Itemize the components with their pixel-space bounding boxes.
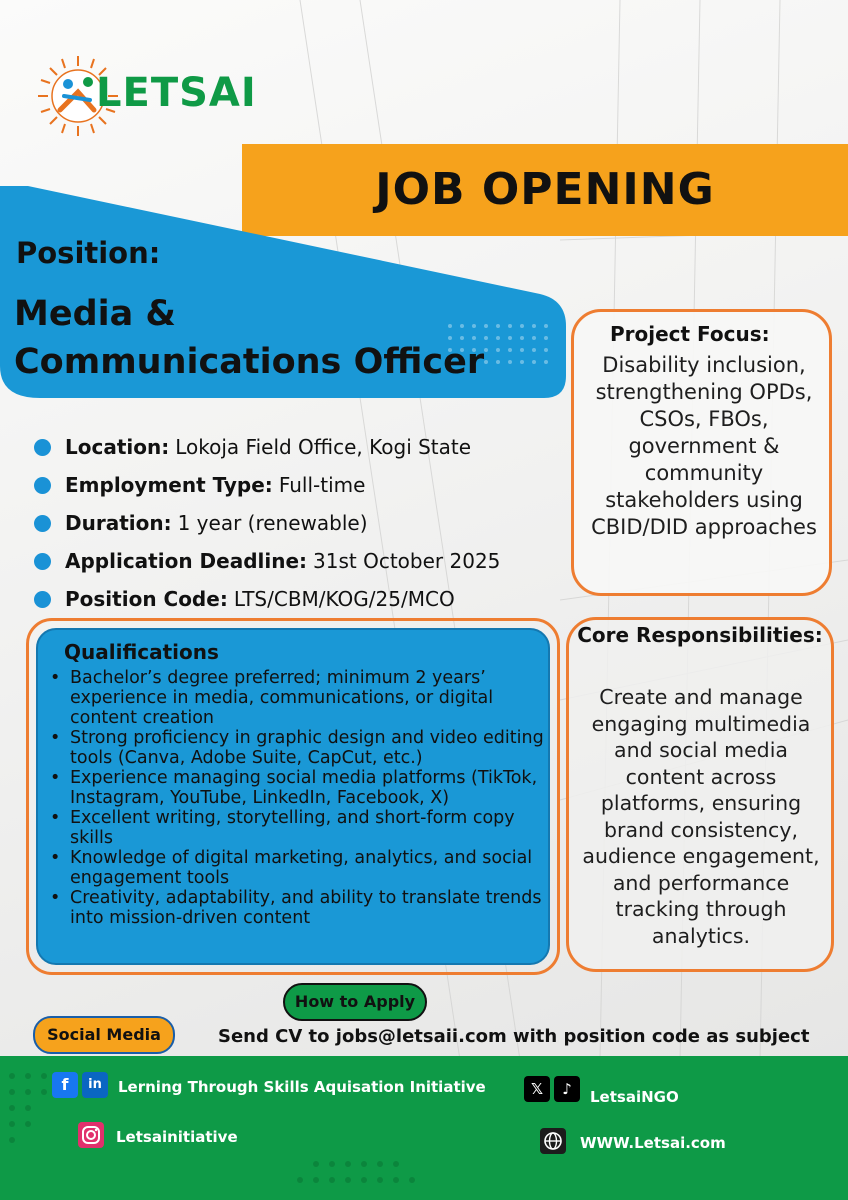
bullet-dot-icon (34, 477, 51, 494)
footer-social-handle: LetsaiNGO (590, 1088, 679, 1106)
social-media-button[interactable]: Social Media (33, 1016, 175, 1054)
qualification-item: • Strong proficiency in graphic design and video editing tools (Canva, Adobe Suite, CapCut, etc.) (50, 728, 544, 768)
footer-instagram-handle: Letsainitiative (116, 1128, 238, 1146)
qualification-item: • Bachelor’s degree preferred; minimum 2 years’ experience in media, communications, or digital content creation (50, 668, 494, 728)
position-label: Position: (16, 236, 161, 270)
detail-value: Full-time (278, 473, 366, 497)
detail-label: Employment Type: (65, 473, 273, 497)
bullet-dot-icon (34, 553, 51, 570)
qualifications-title: Qualifications (64, 640, 219, 664)
x-icon[interactable]: 𝕏 (524, 1076, 550, 1102)
qualification-item: • Excellent writing, storytelling, and short-form copy skills (50, 808, 515, 848)
project-focus-title: Project Focus: (610, 322, 770, 346)
detail-duration (34, 504, 554, 542)
qualifications-panel (36, 628, 550, 965)
instagram-icon[interactable] (78, 1122, 104, 1148)
detail-label: Position Code: (65, 587, 228, 611)
detail-application-deadline (34, 542, 554, 580)
footer-organization-name: Lerning Through Skills Aquisation Initiative (118, 1078, 486, 1096)
detail-position-code (34, 580, 554, 618)
detail-value: LTS/CBM/KOG/25/MCO (233, 587, 455, 611)
qualification-item: • Knowledge of digital marketing, analytics, and social engagement tools (50, 848, 533, 888)
detail-label: Duration: (65, 511, 172, 535)
position-title (14, 290, 574, 386)
letsai-logo (22, 42, 257, 152)
banner-title: JOB OPENING (375, 164, 715, 215)
core-responsibilities-body: Create and manage engaging multimedia and social media content across platforms, ensuring brand consistency, audience engagement, and performance tracking through analytics. (582, 685, 820, 948)
position-title-line2: Communications Officer (14, 342, 485, 382)
bullet-dot-icon (34, 591, 51, 608)
footer (0, 1056, 848, 1200)
core-responsibilities-title: Core Responsibilities: (577, 623, 823, 647)
project-focus-body: Disability inclusion, strengthening OPDs, CSOs, FBOs, government & community stakeholders using CBID/DID approaches (591, 353, 817, 539)
facebook-icon[interactable]: f (52, 1072, 78, 1098)
core-responsibilities-box (566, 617, 834, 972)
detail-employment-type (34, 466, 554, 504)
how-to-apply-button[interactable]: How to Apply (283, 983, 427, 1021)
tiktok-icon[interactable]: ♪ (554, 1076, 580, 1102)
detail-location (34, 428, 554, 466)
bullet-dot-icon (34, 439, 51, 456)
detail-value: 1 year (renewable) (177, 511, 368, 535)
detail-value: 31st October 2025 (313, 549, 501, 573)
detail-value: Lokoja Field Office, Kogi State (175, 435, 472, 459)
detail-label: Application Deadline: (65, 549, 308, 573)
project-focus-box (571, 309, 832, 596)
job-details-list (34, 428, 554, 618)
bullet-dot-icon (34, 515, 51, 532)
qualification-item: • Creativity, adaptability, and ability to translate trends into mission-driven content (50, 888, 542, 928)
linkedin-icon[interactable]: in (82, 1072, 108, 1098)
apply-instructions: Send CV to jobs@letsaii.com with position code as subject (218, 1026, 810, 1047)
qualifications-list (44, 668, 548, 928)
position-title-line1: Media & (14, 294, 176, 334)
logo-text: LETSAI (96, 70, 257, 116)
qualification-item: • Experience managing social media platforms (TikTok, Instagram, YouTube, LinkedIn, Facebook, X) (50, 768, 538, 808)
detail-label: Location: (65, 435, 170, 459)
qualifications-box (26, 618, 560, 975)
globe-icon[interactable] (540, 1128, 566, 1154)
footer-website[interactable]: WWW.Letsai.com (580, 1134, 726, 1152)
